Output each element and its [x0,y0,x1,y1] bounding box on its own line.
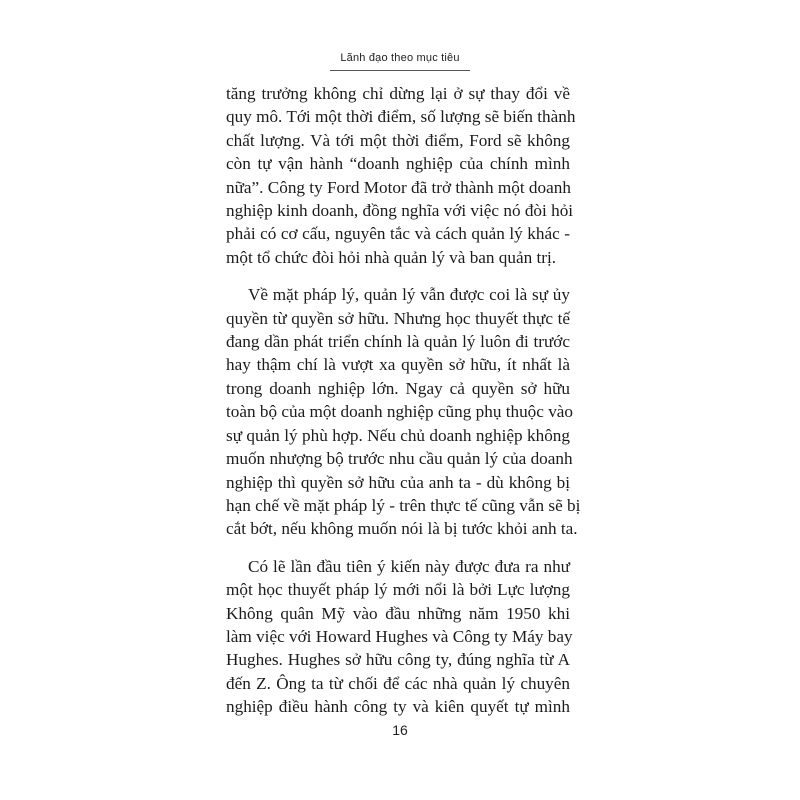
text-line: Về mặt pháp lý, quản lý vẫn được coi là sự ủy [248,285,570,305]
text-line: Không quân Mỹ vào đầu những năm 1950 khi [226,603,570,623]
text-line: trong doanh nghiệp lớn. Ngay cả quyền sở hữu [226,378,570,398]
text-line: Hughes. Hughes sở hữu công ty, đúng nghĩa từ A [226,650,570,670]
text-line: chất lượng. Và tới một thời điểm, Ford sẽ không [226,130,570,150]
text-line: đến Z. Ông ta từ chối để các nhà quản lý chuyên [226,673,570,693]
running-header-title: Lãnh đạo theo mục tiêu [330,52,469,71]
text-line: nghiệp kinh doanh, đồng nghĩa với việc nó đòi hỏi [226,201,574,221]
text-line: phải có cơ cấu, nguyên tắc và cách quản lý khác - [226,224,570,244]
paragraph-2 [226,283,581,540]
text-line: sự quản lý phù hợp. Nếu chủ doanh nghiệp không [226,425,570,445]
text-line: cắt bớt, nếu không muốn nói là bị tước khỏi anh ta. [226,519,578,539]
text-line: nghiệp điều hành công ty và kiên quyết tự mình [226,697,570,717]
text-line: nghiệp thì quyền sở hữu của anh ta - dù không bị [226,472,570,492]
paragraph-1 [226,82,576,269]
body-text [226,82,581,733]
text-line: hay thậm chí là vượt xa quyền sở hữu, ít nhất là [226,355,570,375]
text-line: một tổ chức đòi hỏi nhà quản lý và ban quản trị. [226,247,557,267]
text-line: toàn bộ của một doanh nghiệp cũng phụ thuộc vào [226,402,574,422]
text-line: tăng trưởng không chỉ dừng lại ở sự thay đổi về [226,84,570,103]
text-line: quyền từ quyền sở hữu. Nhưng học thuyết thực tế [226,308,570,328]
paragraph-3 [226,555,573,719]
text-line: quy mô. Tới một thời điểm, số lượng sẽ biến thành [226,107,576,127]
text-line: làm việc với Howard Hughes và Công ty Máy bay [226,626,573,646]
text-line: nữa”. Công ty Ford Motor đã trở thành một doanh [226,177,571,197]
text-line: còn tự vận hành “doanh nghiệp của chính mình [226,154,570,174]
text-line: đang dần phát triển chính là quản lý luôn đi trước [226,332,570,352]
text-line: muốn nhượng bộ trước nhu cầu quản lý của doanh [226,449,573,469]
text-line: Có lẽ lần đầu tiên ý kiến này được đưa ra như [248,556,570,576]
text-line: một học thuyết pháp lý mới nổi là bởi Lực lượng [226,580,570,600]
page-number: 16 [392,722,408,738]
text-line: hạn chế về mặt pháp lý - trên thực tế cũng vẫn sẽ bị [226,495,581,515]
running-header [0,48,800,71]
